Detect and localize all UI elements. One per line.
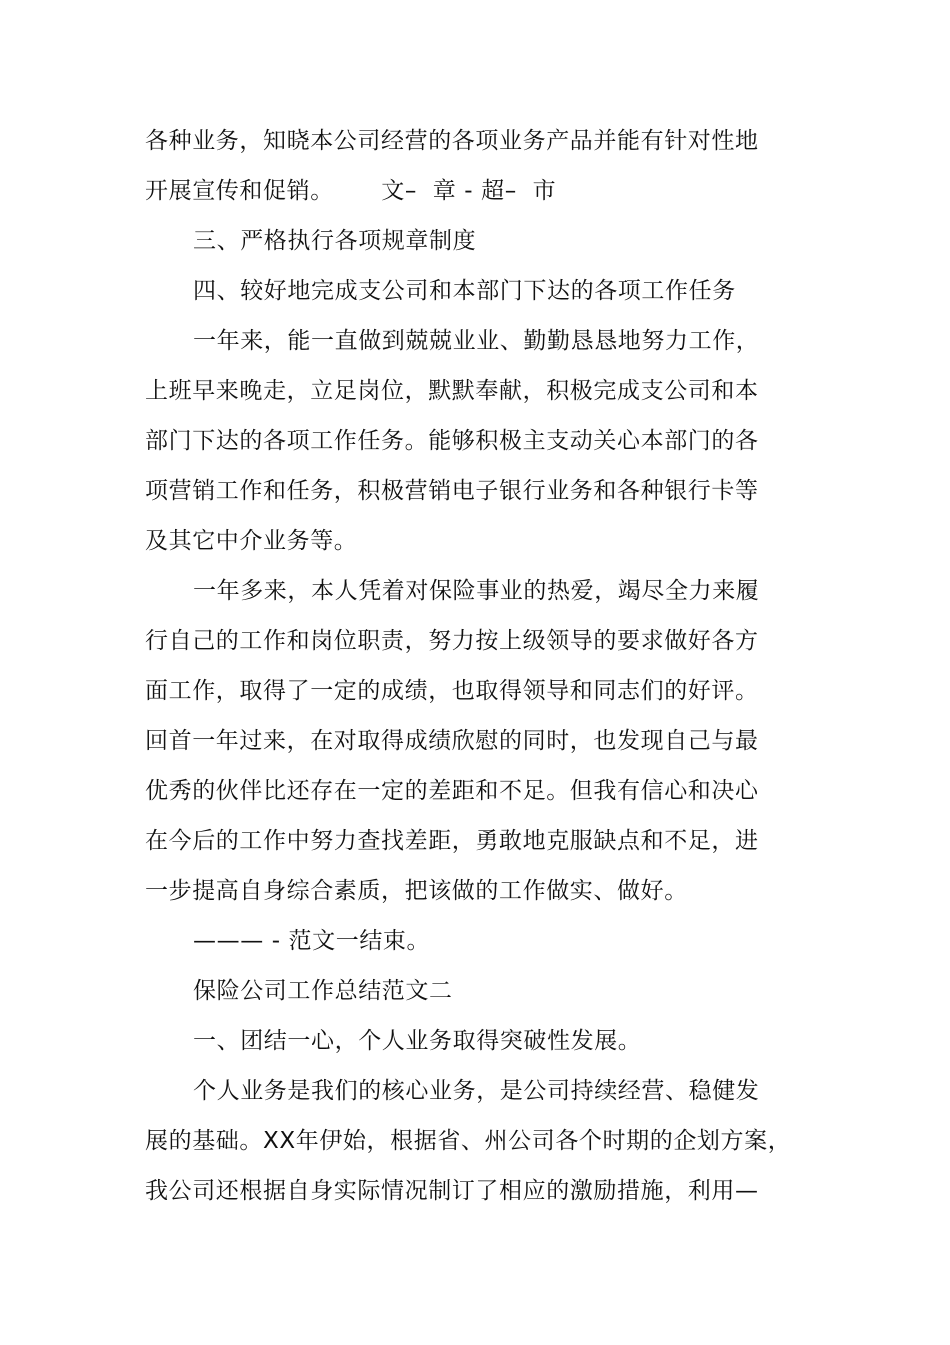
text-line: 上班早来晚走，立足岗位，默默奉献，积极完成支公司和本 <box>145 378 759 404</box>
text-line: 个人业务是我们的核心业务，是公司持续经营、稳健发 <box>193 1078 760 1104</box>
text-line: 我公司还根据自身实际情况制订了相应的激励措施，利用— <box>145 1178 759 1204</box>
text-line: 回首一年过来，在对取得成绩欣慰的同时，也发现自己与最 <box>145 728 759 754</box>
section-heading: 一、团结一心，个人业务取得突破性发展。 <box>193 1028 642 1054</box>
end-marker: ——— - 范文一结束。 <box>193 928 431 954</box>
text-line: 部门下达的各项工作任务。能够积极主支动关心本部门的各 <box>145 428 759 454</box>
text-line: 一年来，能一直做到兢兢业业、勤勤恳恳地努力工作， <box>193 328 760 354</box>
text-line: 行自己的工作和岗位职责，努力按上级领导的要求做好各方 <box>145 628 759 654</box>
text-line: 及其它中介业务等。 <box>145 528 358 554</box>
text-line: 展的基础。XX年伊始，根据省、州公司各个时期的企划方案， <box>145 1128 792 1154</box>
text-line: 优秀的伙伴比还存在一定的差距和不足。但我有信心和决心 <box>145 778 759 804</box>
text-line: 一步提高自身综合素质，把该做的工作做实、做好。 <box>145 878 688 904</box>
text-line: 面工作，取得了一定的成绩，也取得领导和同志们的好评。 <box>145 678 759 704</box>
section-heading: 四、较好地完成支公司和本部门下达的各项工作任务 <box>193 278 736 304</box>
text-line: 开展宣传和促销。 文– 章 - 超– 市 <box>145 178 557 204</box>
text-line: 项营销工作和任务，积极营销电子银行业务和各种银行卡等 <box>145 478 759 504</box>
text-line: 各种业务，知晓本公司经营的各项业务产品并能有针对性地 <box>145 128 759 154</box>
text-line: 一年多来，本人凭着对保险事业的热爱，竭尽全力来履 <box>193 578 760 604</box>
section-heading: 三、严格执行各项规章制度 <box>193 228 477 254</box>
text-line: 在今后的工作中努力查找差距，勇敢地克服缺点和不足，进 <box>145 828 759 854</box>
section-title: 保险公司工作总结范文二 <box>193 978 453 1004</box>
